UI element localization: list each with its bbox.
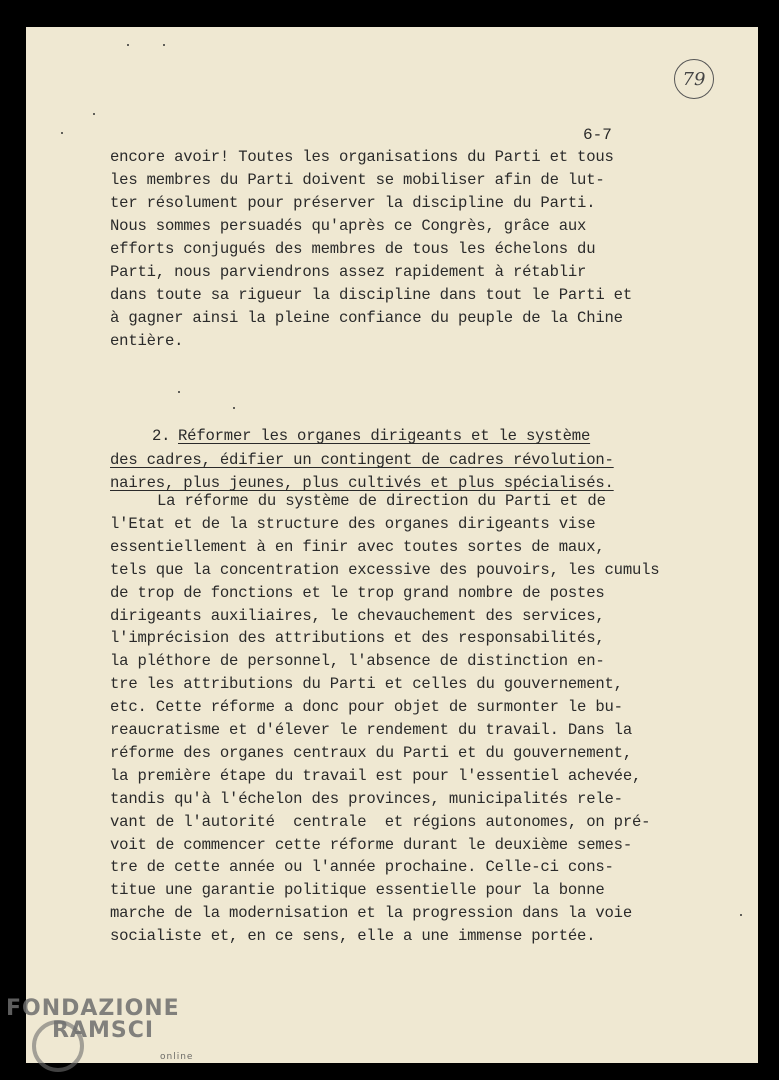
speck <box>740 914 742 916</box>
text-line: encore avoir! Toutes les organisations du Parti et tous <box>110 148 614 166</box>
text-line: tandis qu'à l'échelon des provinces, municipalités rele- <box>110 789 623 808</box>
text-line: reaucratisme et d'élever le rendement du travail. Dans la <box>110 721 632 739</box>
archive-number-stamp <box>674 59 714 99</box>
text-line: socialiste et, en ce sens, elle a une immense portée. <box>110 927 596 946</box>
text-line: les membres du Parti doivent se mobiliser afin de lut- <box>110 171 605 189</box>
speck <box>233 407 235 409</box>
text-line: entière. <box>110 332 184 350</box>
text-line: la première étape du travail est pour l'essentiel achevée, <box>110 766 642 785</box>
archive-number: 79 <box>682 68 706 90</box>
text-line: de trop de fonctions et le trop grand nombre de postes <box>110 583 605 602</box>
text-line: dans toute sa rigueur la discipline dans tout le Parti et <box>110 286 632 304</box>
text-line: marche de la modernisation et la progression dans la voie <box>110 904 632 923</box>
text-line: Réformer les organes dirigeants et le système <box>178 427 591 445</box>
watermark-line1: FONDAZIONE <box>6 996 180 1021</box>
text-line: La réforme du système de direction du Parti et de <box>157 492 606 510</box>
text-line: des cadres, édifier un contingent de cadres révolution- <box>110 451 614 469</box>
watermark-line3: online <box>160 1052 194 1062</box>
text-line: réforme des organes centraux du Parti et du gouvernement, <box>110 743 632 762</box>
speck <box>127 44 129 46</box>
speck <box>163 44 165 46</box>
speck <box>93 113 95 115</box>
text-line: dirigeants auxiliaires, le chevauchement des services, <box>110 606 605 625</box>
text-line: titue une garantie politique essentielle pour la bonne <box>110 881 605 900</box>
page-number: 6-7 <box>583 126 612 144</box>
watermark-line2: RAMSCI <box>52 1018 155 1043</box>
speck <box>178 391 180 393</box>
text-line: naires, plus jeunes, plus cultivés et plus spécialisés. <box>110 474 614 492</box>
text-line: Nous sommes persuadés qu'après ce Congrès, grâce aux <box>110 217 587 235</box>
heading-number: 2. <box>152 427 171 445</box>
speck <box>61 132 63 134</box>
text-line: efforts conjugués des membres de tous les échelons du <box>110 240 596 258</box>
text-line: Parti, nous parviendrons assez rapidement à rétablir <box>110 263 587 281</box>
text-line: voit de commencer cette réforme durant le deuxième semes- <box>110 835 632 854</box>
text-line: tre de cette année ou l'année prochaine. Celle-ci cons- <box>110 858 614 877</box>
text-line: etc. Cette réforme a donc pour objet de surmonter le bu- <box>110 698 623 717</box>
text-line: tels que la concentration excessive des pouvoirs, les cumuls <box>110 560 660 579</box>
text-line: à gagner ainsi la pleine confiance du peuple de la Chine <box>110 309 623 327</box>
text-line: l'Etat et de la structure des organes dirigeants vise <box>110 514 596 533</box>
text-line: ter résolument pour préserver la discipline du Parti. <box>110 194 596 212</box>
text-line: essentiellement à en finir avec toutes sortes de maux, <box>110 537 605 556</box>
text-line: vant de l'autorité centrale et régions autonomes, on pré- <box>110 812 651 831</box>
text-line: l'imprécision des attributions et des responsabilités, <box>110 629 605 648</box>
text-line: la pléthore de personnel, l'absence de distinction en- <box>110 652 605 671</box>
text-line: tre les attributions du Parti et celles du gouvernement, <box>110 675 623 694</box>
